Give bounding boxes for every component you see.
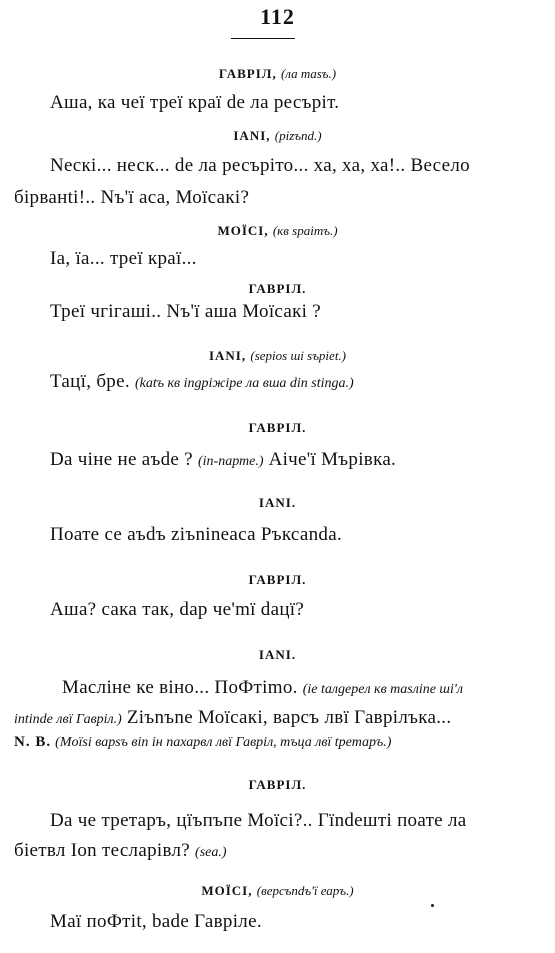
dialogue-line: Neскі... неск... de ла ресъріто... ха, ха, ха!.. Весело xyxy=(50,155,470,176)
stage-direction: (Moїsi варsъ віn ін пахарвл лвї Гавріл, тъца лвї tретаръ.) xyxy=(55,735,392,750)
speaker-name: IANI. xyxy=(258,647,297,662)
dialogue-text: Масліне ке віно... ПоФтimо. xyxy=(62,677,298,698)
note-line xyxy=(14,734,391,751)
dialogue-line: Маї поФтіt, bаde Гавріле. xyxy=(50,911,262,932)
speaker-heading xyxy=(0,128,555,144)
stage-direction: (sepios шi sъpiet.) xyxy=(250,348,347,363)
dialogue-text: Da чіне не аъde ? xyxy=(50,449,193,470)
dialogue-line: Da че трeтаръ, цїъпъпе Моїсi?.. Гїndешті поате ла xyxy=(50,810,467,831)
dialogue-line xyxy=(14,840,227,862)
speaker-name: ГАВРІЛ. xyxy=(248,777,307,792)
speaker-name: IANI, xyxy=(233,128,271,143)
speaker-heading xyxy=(0,348,555,364)
dialogue-line: бiрванti!.. Nъ'ї аса, Моїсакі? xyxy=(14,187,250,208)
page-number: 112 xyxy=(260,4,295,29)
dialogue-text: бiетвл Іоn тесларiвл? xyxy=(14,840,190,861)
speaker-name: ГАВРІЛ, xyxy=(218,66,277,81)
speaker-heading xyxy=(0,572,555,588)
speaker-heading xyxy=(0,883,555,899)
stage-direction: (ie taлgерeл кв masліne шi'л xyxy=(302,682,463,697)
speaker-heading xyxy=(0,223,555,239)
dialogue-line: Треї чгiгашi.. Nъ'ї аша Моїсакі ? xyxy=(50,301,321,322)
dialogue-line xyxy=(50,371,354,393)
speaker-name: ГАВРІЛ. xyxy=(248,281,307,296)
dialogue-line xyxy=(62,677,463,699)
dialogue-line: Ia, ïа... треї краї... xyxy=(50,248,197,269)
dialogue-line xyxy=(50,449,396,471)
dialogue-line xyxy=(14,707,451,729)
speaker-heading xyxy=(0,777,555,793)
ink-speck xyxy=(431,904,434,907)
stage-direction: (katъ кв іngріжіре ла вша din stinga.) xyxy=(134,376,354,391)
dialogue-text: Ziъnъne Моїсакі, варсъ лвї Гаврілъка... xyxy=(126,707,452,728)
stage-direction: (версъndъ'ї еаръ.) xyxy=(256,883,354,898)
speaker-heading xyxy=(0,420,555,436)
speaker-name: МОЇСІ, xyxy=(217,223,269,238)
stage-direction: (sea.) xyxy=(195,845,227,860)
speaker-name: IANI. xyxy=(258,495,297,510)
dialogue-line: Поате се аъdъ ziъnineaса Ръксаnda. xyxy=(50,524,342,545)
speaker-heading xyxy=(0,66,555,82)
speaker-name: МОЇСІ, xyxy=(201,883,253,898)
dialogue-text: Тацї, бре. xyxy=(50,371,130,392)
stage-direction: (pizъnd.) xyxy=(274,128,322,143)
page-number-rule xyxy=(231,38,295,39)
speaker-heading xyxy=(0,647,555,663)
stage-direction: intinde лвї Гавріл.) xyxy=(14,712,122,727)
speaker-name: ГАВРІЛ. xyxy=(248,420,307,435)
speaker-name: IANI, xyxy=(208,348,247,363)
stage-direction: (кв spaimъ.) xyxy=(272,223,338,238)
stage-direction: (ла masъ.) xyxy=(280,66,337,81)
dialogue-text: Аiче'ї Мърiвка. xyxy=(268,449,397,470)
speaker-heading xyxy=(0,495,555,511)
speaker-heading xyxy=(0,281,555,297)
dialogue-line: Аша, ка чеї треї краї de ла ресърiт. xyxy=(50,92,340,113)
nota-bene-marker: N. B. xyxy=(14,734,52,750)
stage-direction: (in-парте.) xyxy=(197,454,264,469)
dialogue-line: Аша? сака так, dap че'mї daцї? xyxy=(50,599,305,620)
speaker-name: ГАВРІЛ. xyxy=(248,572,307,587)
